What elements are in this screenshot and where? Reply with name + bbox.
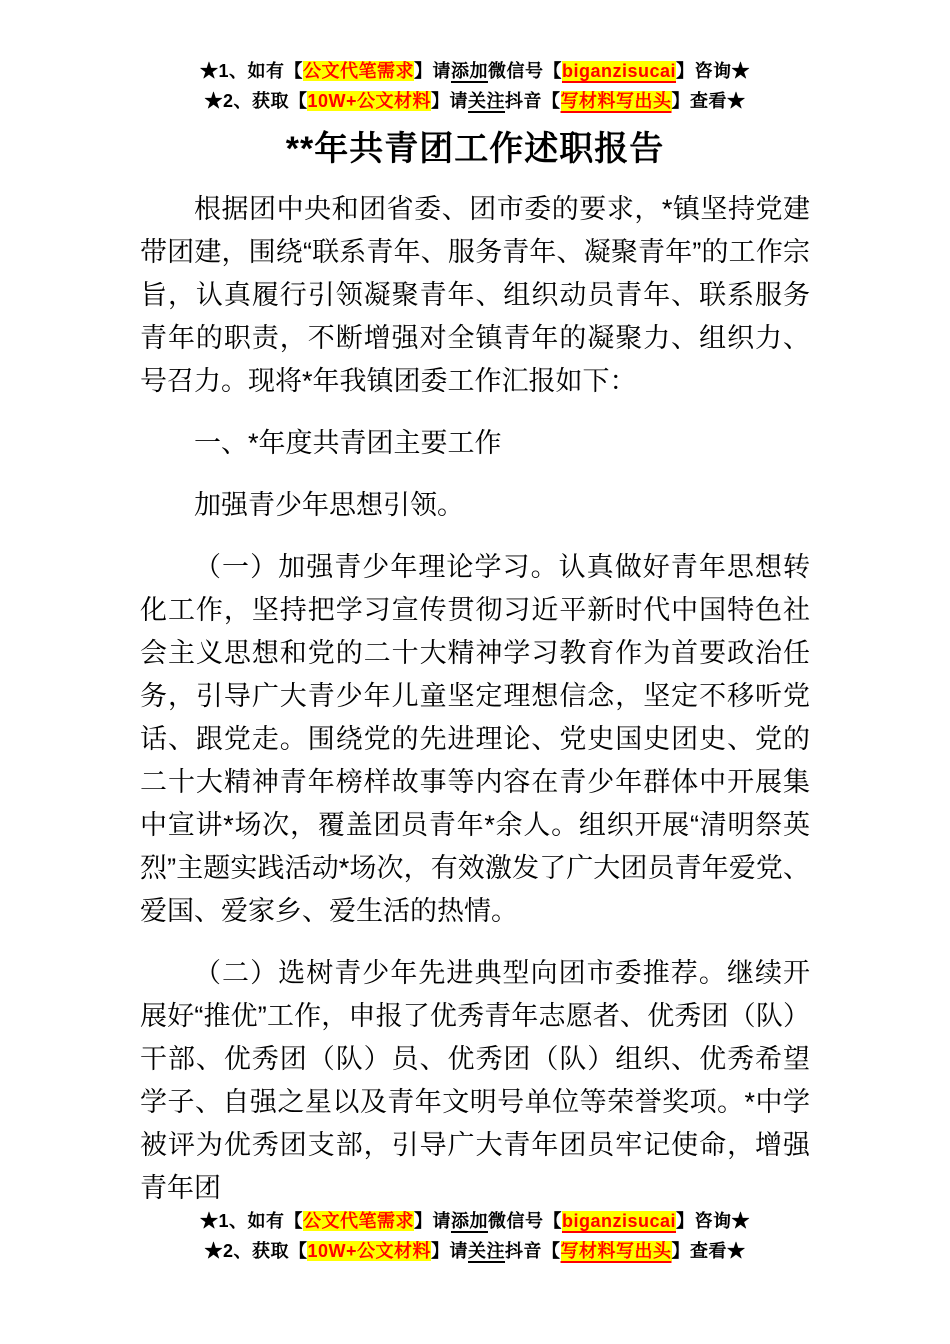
text-segment: 添加 xyxy=(450,61,488,81)
text-segment: 】请 xyxy=(431,1241,469,1261)
text-segment: 】请 xyxy=(413,1211,451,1231)
text-segment: 10W+公文材料 xyxy=(307,1241,432,1261)
promo-header-line-2 xyxy=(0,86,950,116)
text-segment: 】查看★ xyxy=(671,1241,746,1261)
text-segment: 微信号【 xyxy=(487,61,562,81)
text-segment: ★2、获取【 xyxy=(204,91,308,111)
promo-header xyxy=(0,0,950,116)
text-segment: 微信号【 xyxy=(487,1211,562,1231)
text-segment: ★1、如有【 xyxy=(199,1211,303,1231)
promo-footer-line-2 xyxy=(0,1236,950,1266)
text-segment: biganzisucai xyxy=(561,1211,677,1231)
text-segment: 关注 xyxy=(468,91,506,111)
paragraph-intro: 根据团中央和团省委、团市委的要求，*镇坚持党建带团建，围绕“联系青年、服务青年、凝聚青年”的工作宗旨，认真履行引领凝聚青年、组织动员青年、联系服务青年的职责，不断增强对全镇青年的凝聚力、组织力、号召力。现将*年我镇团委工作汇报如下： xyxy=(140,194,810,396)
text-segment: 写材料写出头 xyxy=(560,91,672,111)
text-segment: ★1、如有【 xyxy=(199,61,303,81)
text-segment: 公文代笔需求 xyxy=(302,61,414,81)
text-segment: 公文代笔需求 xyxy=(302,1211,414,1231)
section-heading-1: 一、*年度共青团主要工作 xyxy=(194,428,502,458)
document-body xyxy=(0,188,950,1210)
text-segment: 抖音【 xyxy=(505,1241,561,1261)
document-title: **年共青团工作述职报告 xyxy=(285,130,665,168)
paragraph-item-1: （一）加强青少年理论学习。认真做好青年思想转化工作，坚持把学习宣传贯彻习近平新时代中国特色社会主义思想和党的二十大精神学习教育作为首要政治任务，引导广大青少年儿童坚定理想信念，坚定不移听党话、跟党走。围绕党的先进理论、党史国史团史、党的二十大精神青年榜样故事等内容在青少年群体中开展集中宣讲*场次，覆盖团员青年*余人。组织开展“清明祭英烈”主题实践活动*场次，有效激发了广大团员青年爱党、爱国、爱家乡、爱生活的热情。 xyxy=(140,552,810,926)
promo-header-line-1 xyxy=(0,56,950,86)
text-segment: 抖音【 xyxy=(505,91,561,111)
promo-footer xyxy=(0,1206,950,1266)
section-lead: 加强青少年思想引领。 xyxy=(194,490,464,520)
promo-footer-line-1 xyxy=(0,1206,950,1236)
text-segment: 】咨询★ xyxy=(676,61,751,81)
text-segment: 】请 xyxy=(431,91,469,111)
paragraph-item-2: （二）选树青少年先进典型向团市委推荐。继续开展好“推优”工作，申报了优秀青年志愿者、优秀团（队）干部、优秀团（队）员、优秀团（队）组织、优秀希望学子、自强之星以及青年文明号单位等荣誉奖项。*中学被评为优秀团支部，引导广大青年团员牢记使命，增强青年团 xyxy=(140,958,810,1203)
text-segment: 】咨询★ xyxy=(676,1211,751,1231)
text-segment: 添加 xyxy=(450,1211,488,1231)
text-segment: 写材料写出头 xyxy=(560,1241,672,1261)
text-segment: 10W+公文材料 xyxy=(307,91,432,111)
text-segment: biganzisucai xyxy=(561,61,677,81)
text-segment: ★2、获取【 xyxy=(204,1241,308,1261)
text-segment: 】请 xyxy=(413,61,451,81)
text-segment: 关注 xyxy=(468,1241,506,1261)
text-segment: 】查看★ xyxy=(671,91,746,111)
